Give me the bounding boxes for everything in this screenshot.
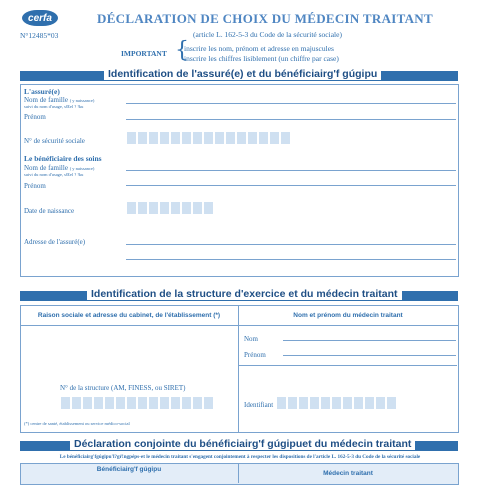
- digit-cell[interactable]: [159, 131, 170, 145]
- digit-cell[interactable]: [137, 201, 148, 215]
- prenom-field[interactable]: [126, 119, 456, 120]
- digit-cell[interactable]: [342, 396, 353, 410]
- identifiant-label: Identifiant: [244, 401, 274, 409]
- digit-cell[interactable]: [71, 396, 82, 410]
- digit-cell[interactable]: [276, 396, 287, 410]
- digit-cell[interactable]: [192, 131, 203, 145]
- dob-label: Date de naissance: [24, 207, 75, 215]
- medecin-sign-header: Médecin traitant: [323, 470, 373, 477]
- digit-cell[interactable]: [126, 131, 137, 145]
- digit-cell[interactable]: [82, 396, 93, 410]
- form-number: N°12485*03: [20, 31, 59, 40]
- section1-box: [20, 84, 459, 277]
- digit-cell[interactable]: [159, 396, 170, 410]
- digit-cell[interactable]: [159, 201, 170, 215]
- digit-cell[interactable]: [181, 131, 192, 145]
- section3-title: Déclaration conjointe du bénéficiairg'f gúgipuet du médecin traitant: [70, 438, 415, 450]
- digit-cell[interactable]: [203, 201, 214, 215]
- important-label: IMPORTANT: [121, 49, 167, 58]
- beneficiaire-label: Le bénéficiaire des soins: [24, 154, 102, 163]
- b-prenom-field[interactable]: [126, 185, 456, 186]
- digit-cell[interactable]: [298, 396, 309, 410]
- adresse-label: Adresse de l'assuré(e): [24, 238, 86, 246]
- cerfa-logo-text: cerfa: [28, 12, 52, 24]
- nom-hint: ( y naissance): [69, 98, 95, 103]
- digit-cell[interactable]: [225, 131, 236, 145]
- digit-cell[interactable]: [192, 396, 203, 410]
- digit-cell[interactable]: [320, 396, 331, 410]
- page-title: DÉCLARATION DE CHOIX DU MÉDECIN TRAITANT: [97, 11, 433, 26]
- digit-cell[interactable]: [126, 201, 137, 215]
- cerfa-logo: [22, 10, 58, 26]
- med-nom-field[interactable]: [283, 340, 456, 341]
- nss-field[interactable]: [126, 131, 291, 145]
- digit-cell[interactable]: [148, 396, 159, 410]
- b-nom-label-text: Nom de famille: [24, 164, 68, 172]
- digit-cell[interactable]: [181, 396, 192, 410]
- digit-cell[interactable]: [170, 131, 181, 145]
- digit-cell[interactable]: [137, 396, 148, 410]
- declaration-text: Le bénéficiairg'fgúgipu'l?gŕ!ngpéps-et le médecin traitant s'engagent conjointement à respecter les dispositions de l'article L. 162-5-3 du Code de la sécurité sociale: [59, 454, 421, 460]
- nom-field[interactable]: [126, 103, 456, 104]
- section3-divider: [238, 463, 239, 483]
- adresse-line-1[interactable]: [126, 244, 456, 245]
- b-prenom-label: Prénom: [24, 182, 46, 190]
- digit-cell[interactable]: [309, 396, 320, 410]
- digit-cell[interactable]: [115, 396, 126, 410]
- assure-label: L'assuré(e): [24, 87, 60, 96]
- digit-cell[interactable]: [148, 201, 159, 215]
- b-nom-label: [24, 164, 94, 172]
- med-prenom-label: Prénom: [244, 351, 266, 359]
- digit-cell[interactable]: [203, 131, 214, 145]
- section1-title: Identification de l'assuré(e) et du bénéficiairg'f gúgipu: [104, 68, 381, 80]
- b-nom-field[interactable]: [126, 170, 456, 171]
- digit-cell[interactable]: [181, 201, 192, 215]
- important-line-1: inscrire les nom, prénom et adresse en majuscules: [184, 44, 334, 53]
- digit-cell[interactable]: [331, 396, 342, 410]
- section2-header-line: [20, 325, 458, 326]
- brace-icon: {: [175, 38, 189, 63]
- b-nom-hint-2: suivi du nom d'usage, sŒel ? !ku: [24, 172, 84, 177]
- b-nom-hint: ( y naissance): [69, 166, 95, 171]
- section2-title: Identification de la structure d'exercice et du médecin traitant: [87, 288, 402, 300]
- digit-cell[interactable]: [192, 201, 203, 215]
- digit-cell[interactable]: [236, 131, 247, 145]
- digit-cell[interactable]: [386, 396, 397, 410]
- digit-cell[interactable]: [60, 396, 71, 410]
- structure-field[interactable]: [60, 396, 214, 410]
- dob-field[interactable]: [126, 201, 214, 215]
- digit-cell[interactable]: [269, 131, 280, 145]
- digit-cell[interactable]: [170, 201, 181, 215]
- med-nom-label: Nom: [244, 335, 258, 343]
- digit-cell[interactable]: [126, 396, 137, 410]
- med-prenom-field[interactable]: [283, 355, 456, 356]
- digit-cell[interactable]: [375, 396, 386, 410]
- digit-cell[interactable]: [93, 396, 104, 410]
- digit-cell[interactable]: [287, 396, 298, 410]
- med-separator: [238, 365, 457, 366]
- digit-cell[interactable]: [364, 396, 375, 410]
- digit-cell[interactable]: [247, 131, 258, 145]
- digit-cell[interactable]: [148, 131, 159, 145]
- identifiant-field[interactable]: [276, 396, 397, 410]
- nom-label: [24, 96, 94, 104]
- digit-cell[interactable]: [258, 131, 269, 145]
- nom-hint-2: suivi du nom d'usage, sŒel ? !ku: [24, 104, 84, 109]
- digit-cell[interactable]: [170, 396, 181, 410]
- digit-cell[interactable]: [203, 396, 214, 410]
- medecin-header: Nom et prénom du médecin traitant: [293, 312, 403, 319]
- prenom-label: Prénom: [24, 113, 46, 121]
- important-line-2: inscrire les chiffres lisiblement (un chiffre par case): [184, 54, 339, 63]
- structure-label: N° de la structure (AM, FINESS, ou SIRET): [60, 384, 186, 392]
- digit-cell[interactable]: [137, 131, 148, 145]
- beneficiaire-sign-header: Bénéficiairg'f gúgipu: [96, 466, 162, 473]
- nss-label: N° de sécurité sociale: [24, 137, 85, 145]
- digit-cell[interactable]: [353, 396, 364, 410]
- structure-header: Raison sociale et adresse du cabinet, de l'établissement (*): [37, 312, 221, 319]
- digit-cell[interactable]: [280, 131, 291, 145]
- digit-cell[interactable]: [214, 131, 225, 145]
- adresse-line-2[interactable]: [126, 259, 456, 260]
- page-subtitle: (article L. 162-5-3 du Code de la sécurité sociale): [193, 30, 342, 39]
- digit-cell[interactable]: [104, 396, 115, 410]
- nom-label-text: Nom de famille: [24, 96, 68, 104]
- structure-footnote: (*) centre de santé, établissement ou service médico-social: [24, 421, 130, 426]
